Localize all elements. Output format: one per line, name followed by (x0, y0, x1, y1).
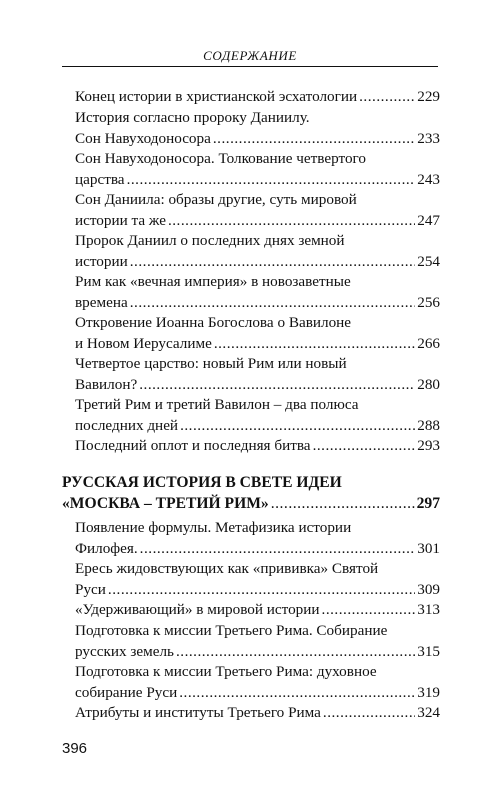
toc-entry (75, 108, 440, 149)
toc-page-number: 293 (417, 437, 440, 454)
toc-page-number: 288 (417, 416, 440, 434)
dot-leader (127, 170, 416, 191)
toc-entry (75, 662, 440, 703)
toc-page-number: 280 (417, 375, 440, 393)
toc-entry-final-line (62, 494, 440, 515)
toc-section-entry (62, 473, 440, 514)
dot-leader (313, 436, 416, 457)
toc-entry (75, 621, 440, 662)
dot-leader (140, 539, 416, 560)
toc-entry-final-line (75, 600, 440, 621)
header-rule (62, 66, 438, 67)
dot-leader (271, 494, 415, 515)
toc-entry-title-line: Ересь жидовствующих как «прививка» Святой (75, 560, 379, 577)
dot-leader (359, 87, 415, 108)
toc-entry-title: Сон Навуходоносора (75, 129, 211, 147)
toc-entry-final-line (75, 170, 440, 191)
toc-entry-final-line (75, 416, 440, 437)
toc-entry-final-line (75, 129, 440, 150)
toc-entry-title: «Удерживающий» в мировой истории (75, 601, 320, 618)
toc-entry-title: собирание Руси (75, 683, 178, 701)
toc-entry (75, 87, 440, 108)
toc-entry-title-line: Четвертое царство: новый Рим или новый (75, 355, 347, 372)
toc-entry-title: Вавилон? (75, 375, 138, 393)
toc-entry (75, 354, 440, 395)
toc-entry-final-line (75, 334, 440, 355)
toc-entry (75, 313, 440, 354)
toc-entry-final-line (75, 293, 440, 314)
toc-page-number: 324 (417, 704, 440, 721)
toc-page-number: 319 (417, 683, 440, 701)
dot-leader (139, 375, 415, 396)
toc-entry-title-line: История согласно пророку Даниилу. (75, 109, 310, 126)
toc-entry-final-line (75, 580, 440, 601)
toc-entry-final-line (75, 436, 440, 457)
toc-entry-title: русских земель (75, 642, 174, 660)
toc-entry-title: истории (75, 252, 128, 270)
toc-page-number: 309 (417, 580, 440, 598)
page-number: 396 (62, 740, 88, 757)
dot-leader (130, 252, 415, 273)
toc-entry (75, 518, 440, 559)
toc-page-number: 315 (417, 642, 440, 660)
toc-entry-title: Атрибуты и институты Третьего Рима (75, 704, 321, 721)
dot-leader (180, 416, 415, 437)
toc-entry-title-line: Появление формулы. Метафизика истории (75, 519, 352, 536)
toc-entry (75, 395, 440, 436)
toc-page-number: 256 (417, 293, 440, 311)
toc-entry (75, 703, 440, 724)
dot-leader (130, 293, 415, 314)
toc-entry-title-line: Сон Навуходоносора. Толкование четвертого (75, 150, 366, 167)
toc-entry-title: царства (75, 170, 125, 188)
toc-entry-title: времена (75, 293, 128, 311)
toc-entry-final-line (75, 87, 440, 108)
toc-entry-title-line: Откровение Иоанна Богослова о Вавилоне (75, 314, 352, 331)
toc-entry-title-line: Рим как «вечная империя» в новозаветные (75, 273, 351, 290)
toc-entry-final-line (75, 539, 440, 560)
toc-entry-title: Филофея. (75, 539, 138, 557)
toc-entry-final-line (75, 683, 440, 704)
toc-entry-title-line: Пророк Даниил о последних днях земной (75, 232, 345, 249)
toc-page-number: 243 (417, 170, 440, 188)
toc-entry (75, 436, 440, 457)
toc-entry-title: «МОСКВА – ТРЕТИЙ РИМ» (62, 494, 269, 512)
running-header: СОДЕРЖАНИЕ (203, 48, 297, 63)
toc-entry-title: Руси (75, 580, 106, 598)
toc-page-number: 266 (417, 334, 440, 352)
toc-page-number: 297 (416, 494, 440, 512)
toc-entry (75, 600, 440, 621)
toc-entry-title-line: Подготовка к миссии Третьего Рима: духовное (75, 663, 377, 680)
toc-entry-title: истории та же (75, 211, 166, 229)
toc-entry-final-line (75, 703, 440, 724)
toc-page-number: 229 (417, 88, 440, 105)
toc-entry-final-line (75, 252, 440, 273)
dot-leader (214, 334, 415, 355)
dot-leader (179, 683, 415, 704)
toc-entry-title: последних дней (75, 416, 179, 434)
toc-page-number: 313 (417, 601, 440, 618)
dot-leader (322, 600, 416, 621)
toc-entry-title-line: Третий Рим и третий Вавилон – два полюса (75, 396, 359, 413)
toc-entry (75, 559, 440, 600)
toc-entry (75, 231, 440, 272)
toc-entry-title-line: РУССКАЯ ИСТОРИЯ В СВЕТЕ ИДЕИ (62, 474, 342, 491)
dot-leader (213, 129, 415, 150)
toc-page-number: 254 (417, 252, 440, 270)
toc-entry (75, 190, 440, 231)
dot-leader (323, 703, 415, 724)
toc-page-number: 301 (417, 539, 440, 557)
dot-leader (168, 211, 415, 232)
toc-entry (75, 149, 440, 190)
toc-entry-title: и Новом Иерусалиме (75, 334, 212, 352)
dot-leader (176, 642, 415, 663)
dot-leader (108, 580, 415, 601)
toc-entry-final-line (75, 375, 440, 396)
toc-page-number: 247 (417, 211, 440, 229)
toc-page-number: 233 (417, 129, 440, 147)
toc-entry-title: Конец истории в христианской эсхатологии (75, 88, 358, 105)
toc-entry-final-line (75, 642, 440, 663)
toc-entry-title: Последний оплот и последняя битва (75, 437, 311, 454)
toc-entry-title-line: Сон Даниила: образы другие, суть мировой (75, 191, 357, 208)
toc-entry-title-line: Подготовка к миссии Третьего Рима. Собирание (75, 622, 388, 639)
toc-entry (75, 272, 440, 313)
toc-entry-final-line (75, 211, 440, 232)
